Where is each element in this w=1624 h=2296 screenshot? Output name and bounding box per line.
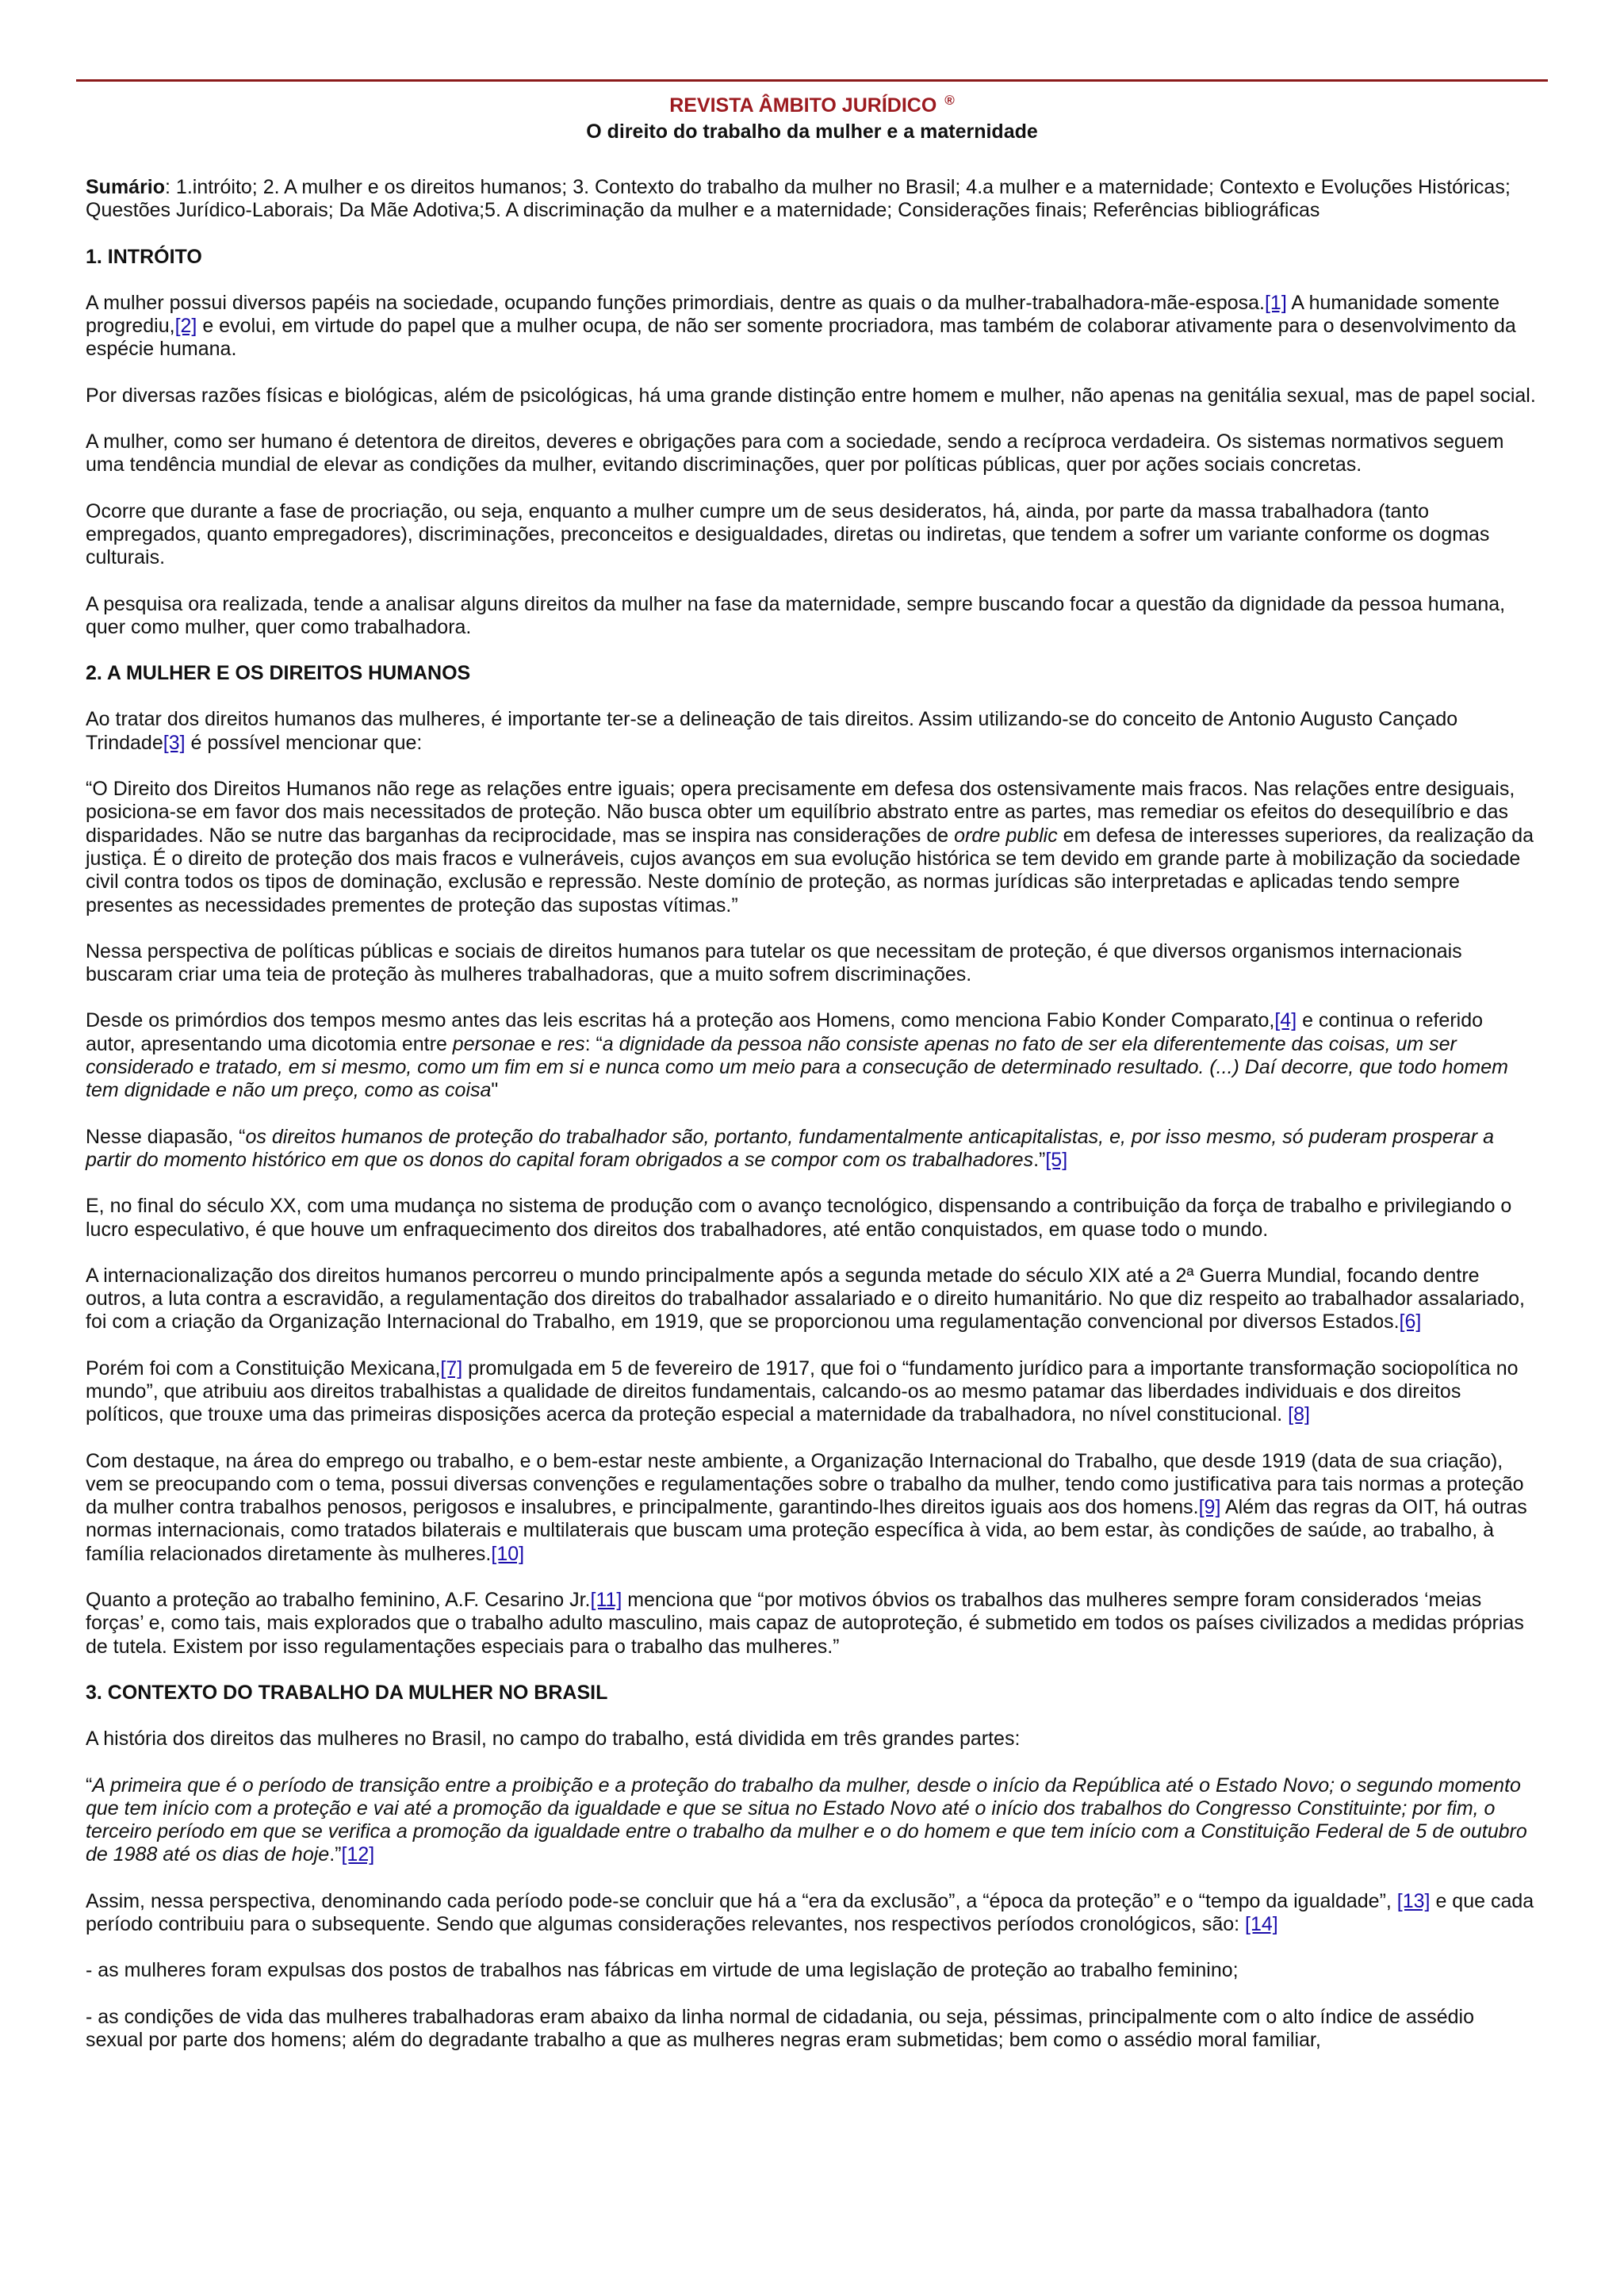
footnote-link[interactable]: [9]	[1198, 1496, 1221, 1519]
section-heading-2: 2. A MULHER E OS DIREITOS HUMANOS	[86, 662, 471, 685]
list-item: - as mulheres foram expulsas dos postos de trabalhos nas fábricas em virtude de uma legislação de proteção ao trabalho feminino;	[86, 1959, 1239, 1982]
italic-text: ordre public	[954, 824, 1058, 847]
footnote-link[interactable]: [10]	[491, 1542, 525, 1565]
paragraph	[86, 1890, 1537, 1937]
paragraph	[86, 1009, 1537, 1102]
paragraph	[86, 1126, 1537, 1173]
paragraph	[86, 1589, 1537, 1659]
text: A internacionalização dos direitos humanos percorreu o mundo principalmente após a segunda metade do século XIX até a 2ª Guerra Mundial, focando dentre outros, a luta contra a escravidão, a regulamentação dos direitos do trabalhador assalariado e o direito humanitário. No que diz respeito ao trabalhador assalariado, foi com a criação da Organização Internacional do Trabalho, em 1919, que se proporcionou uma regulamentação convencional por diversos Estados.	[86, 1264, 1525, 1334]
article-title: O direito do trabalho da mulher e a maternidade	[586, 121, 1038, 143]
block-quote	[86, 1774, 1537, 1867]
text: A humanidade somente progrediu,	[86, 291, 1500, 338]
text: menciona que “por motivos óbvios os trabalhos das mulheres sempre foram considerados ‘meias forças’ e, como tais, mais explorados que o trabalho adulto masculino, mais capaz de autoproteção, é submetido em todos os países civilizados a medidas próprias de tutela. Existem por isso regulamentações especiais para o trabalho das mulheres.”	[86, 1589, 1524, 1658]
footnote-link[interactable]: [2]	[174, 315, 197, 338]
footnote-link[interactable]: [12]	[341, 1843, 375, 1866]
text: Desde os primórdios dos tempos mesmo antes das leis escritas há a proteção aos Homens, como menciona Fabio Konder Comparato,	[86, 1009, 1275, 1032]
paragraph: A história dos direitos das mulheres no Brasil, no campo do trabalho, está dividida em três grandes partes:	[86, 1728, 1021, 1751]
summary-paragraph	[86, 176, 1537, 223]
paragraph	[86, 292, 1537, 362]
text: .”	[329, 1843, 342, 1866]
text: Ao tratar dos direitos humanos das mulheres, é importante ter-se a delineação de tais direitos. Assim utilizando-se do conceito de Antonio Augusto Cançado Trindade	[86, 708, 1458, 754]
footnote-link[interactable]: [8]	[1288, 1403, 1310, 1426]
text: e que cada período contribuiu para o subsequente. Sendo que algumas considerações relevantes, nos respectivos períodos cronológicos, são:	[86, 1889, 1534, 1936]
paragraph	[86, 1357, 1537, 1427]
footnote-link[interactable]: [6]	[1399, 1311, 1422, 1334]
paragraph	[86, 1265, 1537, 1334]
text: Assim, nessa perspectiva, denominando cada período pode-se concluir que há a “era da exclusão”, a “época da proteção” e o “tempo da igualdade”,	[86, 1889, 1397, 1912]
footnote-link[interactable]: [5]	[1045, 1148, 1068, 1171]
text: Porém foi com a Constituição Mexicana,	[86, 1357, 441, 1380]
summary-label: Sumário	[86, 176, 166, 198]
header-rule	[76, 79, 1548, 82]
italic-text: os direitos humanos de proteção do trabalhador são, portanto, fundamentalmente anticapitalistas, e, por isso mesmo, só puderam prosperar a partir do momento histórico em que os donos do capital foram obrigados a se compor com os trabalhadores	[86, 1125, 1495, 1171]
text: "	[491, 1079, 499, 1102]
footnote-link[interactable]: [7]	[440, 1357, 463, 1380]
text: “O Direito dos Direitos Humanos não rege as relações entre iguais; opera precisamente em defesa dos ostensivamente mais fracos. Nas relações entre desiguais, posiciona-se em favor dos mais necessitados de proteção. Não busca obter um equilíbrio abstrato entre as partes, mas remediar os efeitos do desequilíbrio e das disparidades. Não se nutre das barganhas da reciprocidade, mas se inspira nas considerações de	[86, 778, 1515, 847]
paragraph: Ocorre que durante a fase de procriação, ou seja, enquanto a mulher cumpre um de seus desideratos, há, ainda, por parte da massa trabalhadora (tanto empregados, quanto empregadores), discriminações, preconceitos e desigualdades, diretas ou indiretas, que tendem a sofrer um variante conforme os dogmas culturais.	[86, 499, 1490, 569]
text: Nesse diapasão, “	[86, 1125, 246, 1148]
list-item: - as condições de vida das mulheres trabalhadoras eram abaixo da linha normal de cidadania, ou seja, péssimas, principalmente com o alto índice de assédio sexual por parte dos homens; além do degradante trabalho a que as mulheres negras eram submetidas; bem como o assédio moral familiar,	[86, 2005, 1475, 2051]
italic-text: A primeira que é o período de transição entre a proibição e a proteção do trabalho da mulher, desde o início da República até o Estado Novo; o segundo momento que tem início com a proteção e vai até a promoção da igualdade e que se situa no Estado Novo até o início dos trabalhos do Congresso Constituinte; por fim, o terceiro período em que se verifica a promoção da igualdade entre o trabalho da mulher e o do homem e que tem início com a Constituição Federal de 5 de outubro de 1988 até os dias de hoje	[86, 1774, 1527, 1866]
text: Quanto a proteção ao trabalho feminino, A.F. Cesarino Jr.	[86, 1589, 591, 1612]
article-body	[86, 176, 1537, 2075]
footnote-link[interactable]: [1]	[1264, 291, 1287, 314]
paragraph: E, no final do século XX, com uma mudança no sistema de produção com o avanço tecnológico, dispensando a contribuição da força de trabalho e privilegiando o lucro especulativo, é que houve um enfraquecimento dos direitos dos trabalhadores, até então conquistados, em quase todo o mundo.	[86, 1195, 1512, 1241]
text: Com destaque, na área do emprego ou trabalho, e o bem-estar neste ambiente, a Organização Internacional do Trabalho, que desde 1919 (data de sua criação), vem se preocupando com o tema, possui diversas convenções e regulamentações sobre o trabalho da mulher, tendo como justificativa para tais normas a proteção da mulher contra trabalhos penosos, perigosos e insalubres, e principalmente, garantindo-lhes direitos iguais aos dos homens.	[86, 1449, 1524, 1519]
block-quote	[86, 778, 1537, 917]
summary-text: : 1.intróito; 2. A mulher e os direitos humanos; 3. Contexto do trabalho da mulher no Brasil; 4.a mulher e a maternidade; Contexto e Evoluções Históricas; Questões Jurídico-Laborais; Da Mãe Adotiva;5. A discriminação da mulher e a maternidade; Considerações finais; Referências bibliográficas	[86, 176, 1511, 222]
text: A mulher possui diversos papéis na sociedade, ocupando funções primordiais, dentre as quais o da mulher-trabalhadora-mãe-esposa.	[86, 291, 1265, 314]
paragraph: Por diversas razões físicas e biológicas, além de psicológicas, há uma grande distinção entre homem e mulher, não apenas na genitália sexual, mas de papel social.	[86, 384, 1536, 407]
section-heading-3: 3. CONTEXTO DO TRABALHO DA MULHER NO BRASIL	[86, 1681, 608, 1704]
footnote-link[interactable]: [11]	[590, 1589, 622, 1612]
footnote-link[interactable]: [3]	[163, 731, 186, 754]
italic-text: personae	[452, 1032, 536, 1055]
text: Além das regras da OIT, há outras normas internacionais, como tratados bilaterais e multilaterais que buscam uma proteção específica à vida, ao bem estar, às condições de saúde, ao trabalho, à família relacionados diretamente às mulheres.	[86, 1496, 1527, 1565]
footnote-link[interactable]: [4]	[1274, 1009, 1297, 1032]
text: .”	[1033, 1148, 1046, 1171]
section-heading-1: 1. INTRÓITO	[86, 245, 202, 268]
italic-text: res	[557, 1032, 585, 1055]
text: em defesa de interesses superiores, da realização da justiça. É o direito de proteção dos mais fracos e vulneráveis, cujos avanços em sua evolução histórica se tem devido em grande parte à mobilização da sociedade civil contra todos os tipos de dominação, exclusão e repressão. Neste domínio de proteção, as normas jurídicas são interpretadas e aplicadas tendo sempre presentes as necessidades prementes de proteção das supostas vítimas.”	[86, 824, 1534, 916]
registered-mark: ®	[944, 93, 955, 108]
text: e	[535, 1032, 557, 1055]
italic-text: a dignidade da pessoa não consiste apenas no fato de ser ela diferentemente das coisas, um ser considerado e tratado, em si mesmo, como um fim em si e nunca como um meio para a consecução de determinado resultado. (...) Daí decorre, que todo homem tem dignidade e não um preço, como as coisa	[86, 1032, 1508, 1102]
masthead	[76, 87, 1548, 144]
text: “	[86, 1774, 93, 1797]
footnote-link[interactable]: [14]	[1245, 1913, 1278, 1936]
paragraph	[86, 1450, 1537, 1566]
paragraph: A mulher, como ser humano é detentora de direitos, deveres e obrigações para com a sociedade, sendo a recíproca verdadeira. Os sistemas normativos seguem uma tendência mundial de elevar as condições da mulher, evitando discriminações, quer por políticas públicas, quer por ações sociais concretas.	[86, 430, 1504, 476]
text: e continua o referido autor, apresentando uma dicotomia entre	[86, 1009, 1484, 1055]
paragraph	[86, 708, 1537, 755]
text: promulgada em 5 de fevereiro de 1917, que foi o “fundamento jurídico para a importante transformação sociopolítica no mundo”, que atribuiu aos direitos trabalhistas a qualidade de direitos fundamentais, calcando-os ao mesmo patamar das liberdades individuais e dos direitos políticos, que trouxe uma das primeiras disposições acerca da proteção especial a maternidade da trabalhadora, no nível constitucional.	[86, 1357, 1519, 1426]
text: e evolui, em virtude do papel que a mulher ocupa, de não ser somente procriadora, mas também de colaborar ativamente para o desenvolvimento da espécie humana.	[86, 315, 1516, 361]
magazine-name-text: REVISTA ÂMBITO JURÍDICO	[669, 94, 937, 117]
paragraph: A pesquisa ora realizada, tende a analisar alguns direitos da mulher na fase da maternidade, sempre buscando focar a questão da dignidade da pessoa humana, quer como mulher, quer como trabalhadora.	[86, 592, 1506, 638]
text: : “	[584, 1032, 603, 1055]
paragraph: Nessa perspectiva de políticas públicas e sociais de direitos humanos para tutelar os que necessitam de proteção, é que diversos organismos internacionais buscaram criar uma teia de proteção às mulheres trabalhadoras, que a muito sofrem discriminações.	[86, 939, 1462, 986]
magazine-name	[76, 87, 1548, 119]
text: é possível mencionar que:	[185, 731, 423, 754]
footnote-link[interactable]: [13]	[1396, 1889, 1431, 1912]
